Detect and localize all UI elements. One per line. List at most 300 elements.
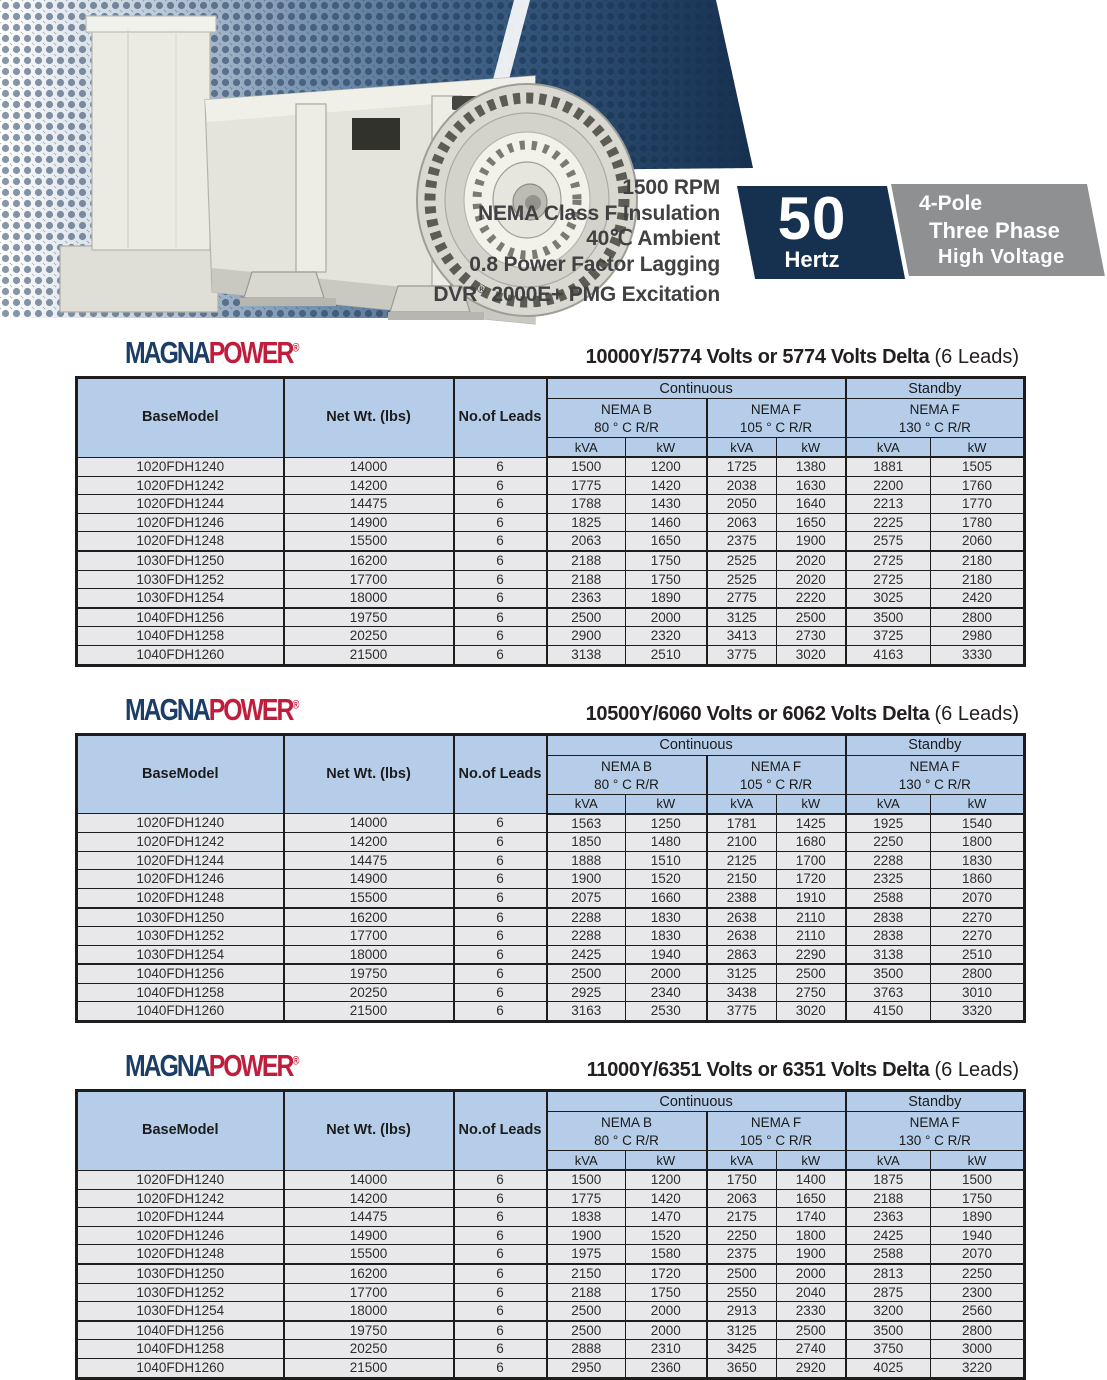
table-cell: 2075: [547, 888, 626, 907]
table-cell: 1650: [777, 1189, 846, 1208]
table-cell: 6: [454, 964, 547, 983]
table-cell: 1563: [547, 814, 626, 833]
table-cell: 1650: [777, 513, 846, 532]
table-cell: 4150: [846, 1002, 931, 1022]
table-cell: 2838: [846, 908, 931, 927]
table-cell: 14900: [284, 513, 454, 532]
table-cell: 2375: [707, 1245, 777, 1264]
table-cell: 1500: [547, 1170, 626, 1189]
table-row: [77, 1170, 1025, 1189]
table-cell: 6: [454, 608, 547, 627]
registered-mark: ®: [477, 282, 486, 296]
table-cell: 1030FDH1254: [77, 945, 284, 964]
table-cell: 1680: [777, 833, 846, 852]
table-cell: 14200: [284, 833, 454, 852]
table-cell: 6: [454, 1002, 547, 1022]
table-cell: 3220: [931, 1359, 1025, 1379]
table-cell: 2725: [846, 570, 931, 589]
type-badge: [891, 184, 1087, 276]
header-continuous: Continuous: [547, 1091, 846, 1112]
header-netwt: Net Wt. (lbs): [284, 1091, 454, 1171]
rating-section-3: [75, 1047, 1023, 1380]
table-cell: 6: [454, 589, 547, 608]
table-cell: 2813: [846, 1264, 931, 1283]
table-cell: 15500: [284, 888, 454, 907]
table-cell: 3438: [707, 983, 777, 1002]
table-cell: 1781: [707, 814, 777, 833]
spec-table: [75, 733, 1026, 1024]
table-cell: 2500: [777, 1321, 846, 1340]
table-cell: 3330: [931, 645, 1025, 665]
table-cell: 1020FDH1240: [77, 1170, 284, 1189]
table-row: [77, 1245, 1025, 1264]
table-cell: 1850: [547, 833, 626, 852]
table-cell: 2063: [547, 532, 626, 551]
table-row: [77, 1208, 1025, 1227]
table-cell: 2863: [707, 945, 777, 964]
header-leads: No.of Leads: [454, 378, 547, 458]
table-cell: 2038: [707, 476, 777, 495]
table-cell: 1020FDH1246: [77, 870, 284, 889]
table-cell: 6: [454, 457, 547, 476]
table-cell: 1740: [777, 1208, 846, 1227]
table-row: [77, 627, 1025, 646]
table-cell: 2875: [846, 1283, 931, 1302]
logo-power: POWER: [208, 1048, 293, 1084]
type-badge-line: 4-Pole: [919, 192, 983, 215]
table-cell: 1830: [626, 908, 707, 927]
type-badge-line: High Voltage: [938, 246, 1065, 268]
table-cell: 2188: [547, 1283, 626, 1302]
table-cell: 1020FDH1246: [77, 1226, 284, 1245]
table-row: [77, 513, 1025, 532]
table-cell: 2500: [707, 1264, 777, 1283]
table-cell: 14475: [284, 1208, 454, 1227]
table-cell: 1030FDH1252: [77, 1283, 284, 1302]
table-cell: 1900: [777, 1245, 846, 1264]
table-cell: 1040FDH1258: [77, 983, 284, 1002]
table-cell: 1020FDH1244: [77, 495, 284, 514]
header-continuous: Continuous: [547, 734, 846, 755]
table-cell: 3138: [846, 945, 931, 964]
header-unit: kW: [777, 1151, 846, 1171]
table-cell: 1775: [547, 1189, 626, 1208]
table-cell: 2510: [626, 645, 707, 665]
table-row: [77, 927, 1025, 946]
table-cell: 1540: [931, 814, 1025, 833]
table-cell: 1020FDH1244: [77, 851, 284, 870]
spec-line: NEMA Class F Insulation: [478, 201, 720, 225]
header-leads: No.of Leads: [454, 734, 547, 814]
table-cell: 3125: [707, 964, 777, 983]
table-row: [77, 1340, 1025, 1359]
spec-line: 1500 RPM: [622, 176, 720, 199]
table-cell: 3320: [931, 1002, 1025, 1022]
table-cell: 2500: [547, 1321, 626, 1340]
table-cell: 2525: [707, 551, 777, 570]
table-cell: 1750: [931, 1189, 1025, 1208]
table-cell: 21500: [284, 1359, 454, 1379]
table-cell: 2250: [931, 1264, 1025, 1283]
table-cell: 2320: [626, 627, 707, 646]
table-cell: 2950: [547, 1359, 626, 1379]
table-cell: 2188: [547, 551, 626, 570]
table-cell: 16200: [284, 551, 454, 570]
header-unit: kVA: [707, 438, 777, 458]
table-cell: 2000: [626, 1321, 707, 1340]
header-unit: kVA: [846, 1151, 931, 1171]
header-unit: kVA: [707, 1151, 777, 1171]
table-cell: 1030FDH1252: [77, 570, 284, 589]
table-cell: 2070: [931, 1245, 1025, 1264]
header-unit: kW: [626, 438, 707, 458]
rating-tables: [75, 334, 1023, 1380]
table-cell: 14900: [284, 870, 454, 889]
table-row: [77, 870, 1025, 889]
table-cell: 2060: [931, 532, 1025, 551]
spec-line: 40℃ Ambient: [586, 227, 720, 250]
table-cell: 2925: [547, 983, 626, 1002]
table-cell: 1505: [931, 457, 1025, 476]
header-leads: No.of Leads: [454, 1091, 547, 1171]
table-cell: 3775: [707, 645, 777, 665]
table-cell: 1420: [626, 476, 707, 495]
header-unit: kVA: [547, 794, 626, 814]
table-cell: 1500: [931, 1170, 1025, 1189]
table-cell: 2325: [846, 870, 931, 889]
table-cell: 2800: [931, 1321, 1025, 1340]
table-cell: 2250: [846, 833, 931, 852]
spec-line-dvr: DVR® 2000E+ PMG Excitation: [433, 282, 720, 306]
table-cell: 1040FDH1260: [77, 1359, 284, 1379]
table-cell: 1520: [626, 870, 707, 889]
header-standby: Standby: [846, 378, 1025, 399]
table-cell: 1830: [931, 851, 1025, 870]
table-cell: 1900: [777, 532, 846, 551]
table-cell: 1925: [846, 814, 931, 833]
table-cell: 1630: [777, 476, 846, 495]
table-cell: 19750: [284, 964, 454, 983]
header-basemodel: BaseModel: [77, 734, 284, 814]
logo-registered-mark: ®: [292, 697, 300, 712]
table-cell: 17700: [284, 1283, 454, 1302]
table-cell: 3163: [547, 1002, 626, 1022]
table-cell: 3650: [707, 1359, 777, 1379]
header-unit: kW: [626, 794, 707, 814]
header-unit: kW: [626, 1151, 707, 1171]
table-cell: 2020: [777, 551, 846, 570]
table-row: [77, 908, 1025, 927]
table-cell: 14000: [284, 1170, 454, 1189]
table-cell: 17700: [284, 570, 454, 589]
table-cell: 6: [454, 627, 547, 646]
spec-table: [75, 376, 1026, 667]
table-cell: 2288: [846, 851, 931, 870]
table-cell: 2740: [777, 1340, 846, 1359]
table-cell: 1470: [626, 1208, 707, 1227]
table-cell: 1890: [931, 1208, 1025, 1227]
table-cell: 1650: [626, 532, 707, 551]
table-cell: 3725: [846, 627, 931, 646]
table-row: [77, 1189, 1025, 1208]
table-row: [77, 945, 1025, 964]
header-unit: kVA: [547, 1151, 626, 1171]
table-cell: 2500: [777, 608, 846, 627]
table-cell: 1030FDH1250: [77, 1264, 284, 1283]
table-cell: 1020FDH1240: [77, 814, 284, 833]
table-cell: 2638: [707, 908, 777, 927]
table-cell: 1881: [846, 457, 931, 476]
header-nema-group: NEMA B 80 ° C R/R: [547, 399, 707, 438]
header-nema-group: NEMA F 105 ° C R/R: [707, 755, 846, 794]
table-cell: 2375: [707, 532, 777, 551]
table-cell: 2188: [547, 570, 626, 589]
rating-section-2: [75, 691, 1023, 1024]
header-standby: Standby: [846, 1091, 1025, 1112]
table-cell: 3500: [846, 1321, 931, 1340]
table-cell: 3750: [846, 1340, 931, 1359]
table-cell: 2000: [626, 964, 707, 983]
table-cell: 3020: [777, 1002, 846, 1022]
header-netwt: Net Wt. (lbs): [284, 378, 454, 458]
table-cell: 6: [454, 532, 547, 551]
table-cell: 6: [454, 983, 547, 1002]
table-cell: 6: [454, 945, 547, 964]
table-cell: 20250: [284, 983, 454, 1002]
table-cell: 1400: [777, 1170, 846, 1189]
table-cell: 2063: [707, 513, 777, 532]
table-cell: 6: [454, 1340, 547, 1359]
header-netwt: Net Wt. (lbs): [284, 734, 454, 814]
table-cell: 2588: [846, 1245, 931, 1264]
table-cell: 6: [454, 1226, 547, 1245]
table-row: [77, 608, 1025, 627]
table-title: 10500Y/6060 Volts or 6062 Volts Delta (6 Leads): [585, 702, 1019, 725]
header-unit: kW: [931, 794, 1025, 814]
table-row: [77, 570, 1025, 589]
table-cell: 1800: [777, 1226, 846, 1245]
magnapower-logo: [125, 692, 299, 728]
table-cell: 2420: [931, 589, 1025, 608]
table-cell: 2020: [777, 570, 846, 589]
table-cell: 2775: [707, 589, 777, 608]
table-row: [77, 1321, 1025, 1340]
table-cell: 16200: [284, 908, 454, 927]
table-cell: 1030FDH1252: [77, 927, 284, 946]
table-cell: 1640: [777, 495, 846, 514]
table-cell: 18000: [284, 945, 454, 964]
table-cell: 19750: [284, 608, 454, 627]
table-cell: 1725: [707, 457, 777, 476]
table-cell: 21500: [284, 645, 454, 665]
table-cell: 3000: [931, 1340, 1025, 1359]
table-cell: 2388: [707, 888, 777, 907]
table-row: [77, 532, 1025, 551]
table-cell: 18000: [284, 589, 454, 608]
logo-registered-mark: ®: [292, 1053, 300, 1068]
table-cell: 2913: [707, 1302, 777, 1321]
table-cell: 14000: [284, 814, 454, 833]
table-cell: 1940: [931, 1226, 1025, 1245]
table-cell: 2150: [707, 870, 777, 889]
table-row: [77, 983, 1025, 1002]
table-cell: 1500: [547, 457, 626, 476]
table-cell: 6: [454, 1170, 547, 1189]
table-cell: 2000: [777, 1264, 846, 1283]
table-cell: 2188: [846, 1189, 931, 1208]
table-cell: 2638: [707, 927, 777, 946]
table-cell: 3763: [846, 983, 931, 1002]
table-row: [77, 645, 1025, 665]
logo-magna: MAGNA: [125, 335, 209, 370]
table-cell: 6: [454, 1264, 547, 1283]
table-cell: 2330: [777, 1302, 846, 1321]
table-cell: 6: [454, 833, 547, 852]
table-row: [77, 1359, 1025, 1379]
table-cell: 6: [454, 888, 547, 907]
table-cell: 2290: [777, 945, 846, 964]
table-cell: 1040FDH1258: [77, 1340, 284, 1359]
table-cell: 1875: [846, 1170, 931, 1189]
table-cell: 1750: [626, 551, 707, 570]
header-nema-group: NEMA F 105 ° C R/R: [707, 1112, 846, 1151]
table-cell: 1030FDH1250: [77, 908, 284, 927]
table-cell: 2220: [777, 589, 846, 608]
table-cell: 2550: [707, 1283, 777, 1302]
table-cell: 6: [454, 1302, 547, 1321]
table-cell: 1750: [707, 1170, 777, 1189]
table-cell: 6: [454, 495, 547, 514]
table-cell: 1860: [931, 870, 1025, 889]
table-cell: 2800: [931, 608, 1025, 627]
table-cell: 1020FDH1248: [77, 888, 284, 907]
table-cell: 6: [454, 908, 547, 927]
table-cell: 1750: [626, 570, 707, 589]
table-cell: 2800: [931, 964, 1025, 983]
table-cell: 2110: [777, 908, 846, 927]
table-cell: 2288: [547, 927, 626, 946]
table-cell: 16200: [284, 1264, 454, 1283]
table-cell: 3775: [707, 1002, 777, 1022]
table-row: [77, 1264, 1025, 1283]
magnapower-logo: [125, 1048, 299, 1084]
table-cell: 2363: [846, 1208, 931, 1227]
table-cell: 3413: [707, 627, 777, 646]
table-cell: 2040: [777, 1283, 846, 1302]
table-cell: 17700: [284, 927, 454, 946]
rating-section-1: [75, 334, 1023, 667]
logo-magna: MAGNA: [125, 1048, 209, 1084]
table-cell: 1040FDH1256: [77, 608, 284, 627]
table-cell: 2110: [777, 927, 846, 946]
table-cell: 6: [454, 645, 547, 665]
table-cell: 6: [454, 1208, 547, 1227]
table-cell: 2525: [707, 570, 777, 589]
table-cell: 1580: [626, 1245, 707, 1264]
table-cell: 2000: [626, 608, 707, 627]
table-cell: 1788: [547, 495, 626, 514]
table-cell: 6: [454, 476, 547, 495]
table-cell: 1720: [777, 870, 846, 889]
table-cell: 1250: [626, 814, 707, 833]
table-cell: 6: [454, 570, 547, 589]
table-cell: 1020FDH1242: [77, 476, 284, 495]
table-cell: 14000: [284, 457, 454, 476]
hertz-unit: Hertz: [784, 247, 840, 272]
table-row: [77, 888, 1025, 907]
header-basemodel: BaseModel: [77, 378, 284, 458]
table-cell: 6: [454, 1359, 547, 1379]
table-cell: 1030FDH1254: [77, 589, 284, 608]
table-cell: 1780: [931, 513, 1025, 532]
table-cell: 1770: [931, 495, 1025, 514]
table-row: [77, 851, 1025, 870]
table-cell: 18000: [284, 1302, 454, 1321]
table-cell: 2050: [707, 495, 777, 514]
table-cell: 1040FDH1256: [77, 964, 284, 983]
table-cell: 6: [454, 1189, 547, 1208]
table-row: [77, 1002, 1025, 1022]
table-cell: 6: [454, 814, 547, 833]
table-row: [77, 1226, 1025, 1245]
table-cell: 20250: [284, 627, 454, 646]
table-cell: 1040FDH1258: [77, 627, 284, 646]
logo-registered-mark: ®: [292, 340, 300, 355]
table-cell: 2725: [846, 551, 931, 570]
table-row: [77, 495, 1025, 514]
header-unit: kW: [931, 1151, 1025, 1171]
table-cell: 1020FDH1240: [77, 457, 284, 476]
table-title: 10000Y/5774 Volts or 5774 Volts Delta (6 Leads): [585, 346, 1019, 368]
table-cell: 1425: [777, 814, 846, 833]
table-cell: 2425: [547, 945, 626, 964]
logo-power: POWER: [208, 691, 293, 727]
table-cell: 1040FDH1260: [77, 1002, 284, 1022]
table-cell: 1200: [626, 1170, 707, 1189]
table-cell: 3500: [846, 964, 931, 983]
table-cell: 1900: [547, 870, 626, 889]
table-cell: 1900: [547, 1226, 626, 1245]
table-cell: 4025: [846, 1359, 931, 1379]
table-cell: 6: [454, 513, 547, 532]
table-cell: 2213: [846, 495, 931, 514]
header-nema-group: NEMA B 80 ° C R/R: [547, 1112, 707, 1151]
table-row: [77, 964, 1025, 983]
table-cell: 2730: [777, 627, 846, 646]
spec-list: [433, 175, 720, 308]
table-cell: 1760: [931, 476, 1025, 495]
header-basemodel: BaseModel: [77, 1091, 284, 1171]
table-cell: 1775: [547, 476, 626, 495]
table-cell: 2250: [707, 1226, 777, 1245]
table-cell: 1020FDH1244: [77, 1208, 284, 1227]
table-cell: 2270: [931, 908, 1025, 927]
table-cell: 3125: [707, 608, 777, 627]
table-cell: 1030FDH1250: [77, 551, 284, 570]
table-cell: 2070: [931, 888, 1025, 907]
table-cell: 2063: [707, 1189, 777, 1208]
header-standby: Standby: [846, 734, 1025, 755]
table-cell: 2175: [707, 1208, 777, 1227]
table-cell: 1020FDH1246: [77, 513, 284, 532]
table-cell: 14475: [284, 851, 454, 870]
table-cell: 2510: [931, 945, 1025, 964]
table-cell: 2300: [931, 1283, 1025, 1302]
hertz-value: 50: [777, 185, 847, 252]
header-continuous: Continuous: [547, 378, 846, 399]
header-nema-group: NEMA F 130 ° C R/R: [846, 399, 1025, 438]
table-cell: 3020: [777, 645, 846, 665]
